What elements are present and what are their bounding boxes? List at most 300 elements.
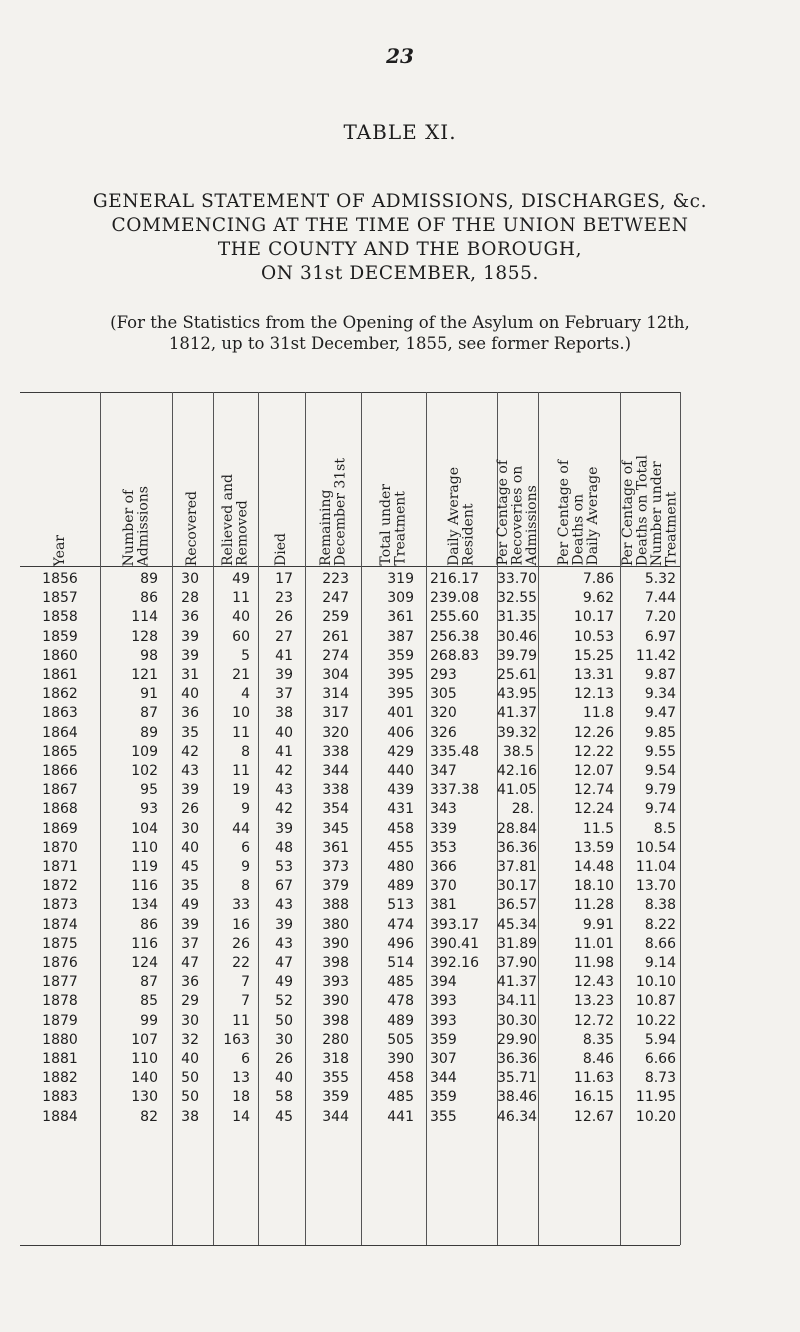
table-row: [0, 781, 800, 800]
table-cell-recoveries-pct: 30.46: [497, 628, 538, 645]
table-cell-recoveries-pct: 41.05: [497, 782, 538, 799]
table-cell-remaining: 338: [322, 743, 349, 760]
column-header-remaining: [305, 392, 361, 566]
table-cell-total-treatment: 489: [387, 1012, 414, 1029]
table-cell-admissions: 116: [131, 935, 158, 952]
table-cell-deaths-daily-pct: 10.17: [573, 609, 614, 626]
table-cell-year: 1865: [42, 743, 78, 760]
table-cell-relieved-removed: 10: [232, 705, 250, 722]
table-cell-recovered: 43: [181, 763, 199, 779]
table-cell-recovered: 35: [181, 878, 199, 895]
table-cell-deaths-total-pct: 9.14: [644, 955, 676, 971]
table-cell-admissions: 124: [131, 955, 158, 971]
table-cell-deaths-total-pct: 5.94: [644, 1031, 676, 1048]
table-cell-died: 30: [275, 1031, 293, 1048]
table-cell-died: 67: [275, 878, 293, 895]
table-cell-recoveries-pct: 39.79: [497, 647, 538, 664]
column-header-label: Per Centage of Deaths on Daily Average: [556, 460, 602, 566]
table-cell-recoveries-pct: 41.37: [497, 705, 538, 722]
table-cell-admissions: 98: [140, 647, 158, 664]
table-cell-relieved-removed: 7: [241, 974, 250, 991]
table-cell-remaining: 344: [322, 1108, 349, 1125]
table-cell-daily-average: 339: [430, 820, 457, 837]
table-row: [0, 992, 800, 1011]
table-cell-daily-average: 347: [430, 763, 457, 779]
table-cell-daily-average: 343: [430, 801, 457, 818]
column-header-label: Relieved and Removed: [220, 474, 251, 566]
table-cell-deaths-total-pct: 9.55: [644, 743, 676, 760]
table-cell-relieved-removed: 33: [232, 897, 250, 914]
table-cell-year: 1873: [42, 897, 78, 914]
table-cell-recoveries-pct: 37.90: [497, 955, 538, 971]
table-cell-remaining: 361: [322, 839, 349, 856]
table-cell-recovered: 36: [181, 974, 199, 991]
table-cell-total-treatment: 387: [387, 628, 414, 645]
table-cell-recoveries-pct: 36.36: [497, 839, 538, 856]
table-cell-year: 1862: [42, 686, 78, 703]
table-cell-admissions: 82: [140, 1108, 158, 1125]
table-cell-total-treatment: 485: [387, 1089, 414, 1106]
table-cell-daily-average: 335.48: [430, 743, 479, 760]
table-cell-recoveries-pct: 43.95: [497, 686, 538, 703]
table-cell-total-treatment: 406: [387, 724, 414, 741]
table-cell-daily-average: 307: [430, 1051, 457, 1067]
table-cell-total-treatment: 505: [387, 1031, 414, 1048]
table-cell-remaining: 390: [322, 935, 349, 952]
table-cell-deaths-total-pct: 8.73: [644, 1070, 676, 1087]
table-cell-deaths-total-pct: 8.38: [644, 897, 676, 914]
table-cell-recovered: 39: [181, 782, 199, 799]
table-cell-admissions: 128: [131, 628, 158, 645]
table-cell-died: 39: [275, 667, 293, 683]
table-cell-deaths-daily-pct: 12.26: [573, 724, 614, 741]
table-row: [0, 628, 800, 647]
table-cell-year: 1863: [42, 705, 78, 722]
table-cell-daily-average: 344: [430, 1070, 457, 1087]
table-cell-died: 37: [275, 686, 293, 703]
table-cell-deaths-daily-pct: 12.24: [573, 801, 614, 818]
table-cell-year: 1877: [42, 974, 78, 991]
statistics-note: [20, 312, 780, 354]
column-header-recoveries-pct: [494, 392, 540, 566]
table-cell-recovered: 39: [181, 647, 199, 664]
table-cell-relieved-removed: 22: [232, 955, 250, 971]
table-cell-year: 1868: [42, 801, 78, 818]
table-cell-recovered: 30: [181, 820, 199, 837]
table-cell-daily-average: 392.16: [430, 955, 479, 971]
table-cell-admissions: 116: [131, 878, 158, 895]
table-row: [0, 820, 800, 839]
table-cell-admissions: 102: [131, 763, 158, 779]
table-cell-admissions: 89: [140, 724, 158, 741]
table-cell-year: 1858: [42, 609, 78, 626]
table-cell-year: 1856: [42, 571, 78, 587]
table-cell-died: 52: [275, 993, 293, 1010]
table-cell-relieved-removed: 44: [232, 820, 250, 837]
table-row: [0, 1012, 800, 1031]
table-cell-total-treatment: 431: [387, 801, 414, 818]
table-cell-daily-average: 326: [430, 724, 457, 741]
table-row: [0, 724, 800, 743]
table-cell-year: 1866: [42, 763, 78, 779]
table-cell-total-treatment: 395: [387, 686, 414, 703]
table-cell-year: 1869: [42, 820, 78, 837]
table-cell-daily-average: 394: [430, 974, 457, 991]
table-cell-total-treatment: 489: [387, 878, 414, 895]
table-cell-remaining: 314: [322, 686, 349, 703]
heading-line: THE COUNTY AND THE BOROUGH,: [217, 239, 583, 260]
table-cell-deaths-daily-pct: 11.01: [573, 935, 614, 952]
table-cell-recoveries-pct: 32.55: [497, 590, 538, 607]
table-cell-remaining: 390: [322, 993, 349, 1010]
table-cell-recovered: 30: [181, 571, 199, 587]
column-header-year: [20, 392, 100, 566]
table-cell-recoveries-pct: 31.89: [497, 935, 538, 952]
table-cell-deaths-daily-pct: 11.8: [582, 705, 614, 722]
table-cell-died: 41: [275, 743, 293, 760]
table-cell-remaining: 393: [322, 974, 349, 991]
table-cell-deaths-total-pct: 10.54: [635, 839, 676, 856]
table-cell-total-treatment: 485: [387, 974, 414, 991]
table-cell-year: 1860: [42, 647, 78, 664]
table-cell-admissions: 110: [131, 1051, 158, 1067]
table-cell-recoveries-pct: 42.16: [497, 763, 538, 779]
column-header-total-treatment: [361, 392, 426, 566]
table-row: [0, 935, 800, 954]
table-cell-year: 1878: [42, 993, 78, 1010]
table-cell-relieved-removed: 11: [232, 1012, 250, 1029]
table-cell-total-treatment: 474: [387, 916, 414, 933]
table-cell-deaths-daily-pct: 14.48: [573, 859, 614, 875]
table-cell-remaining: 320: [322, 724, 349, 741]
table-cell-recovered: 32: [181, 1031, 199, 1048]
column-header-label: Remaining December 31st: [317, 458, 348, 566]
table-cell-recovered: 47: [181, 955, 199, 971]
table-cell-total-treatment: 478: [387, 993, 414, 1010]
table-row: [0, 704, 800, 723]
table-row: [0, 1031, 800, 1050]
table-cell-daily-average: 355: [430, 1108, 457, 1125]
table-cell-total-treatment: 496: [387, 935, 414, 952]
table-cell-admissions: 95: [140, 782, 158, 799]
heading-line: GENERAL STATEMENT OF ADMISSIONS, DISCHARGES, &c.: [92, 191, 708, 212]
table-cell-remaining: 359: [322, 1089, 349, 1106]
table-cell-daily-average: 381: [430, 897, 457, 914]
table-row: [0, 1088, 800, 1107]
table-cell-deaths-daily-pct: 18.10: [573, 878, 614, 895]
table-cell-admissions: 134: [131, 897, 158, 914]
table-cell-deaths-daily-pct: 9.62: [582, 590, 614, 607]
table-row: [0, 666, 800, 685]
table-cell-daily-average: 366: [430, 859, 457, 875]
table-cell-died: 43: [275, 935, 293, 952]
table-cell-year: 1864: [42, 724, 78, 741]
table-cell-died: 26: [275, 609, 293, 626]
table-cell-recovered: 40: [181, 839, 199, 856]
table-cell-recovered: 28: [181, 590, 199, 607]
table-row: [0, 896, 800, 915]
table-cell-remaining: 259: [322, 609, 349, 626]
table-cell-relieved-removed: 6: [241, 839, 250, 856]
table-cell-deaths-daily-pct: 12.72: [573, 1012, 614, 1029]
table-cell-deaths-total-pct: 9.34: [644, 686, 676, 703]
table-cell-total-treatment: 441: [387, 1108, 414, 1125]
table-cell-total-treatment: 458: [387, 820, 414, 837]
table-cell-relieved-removed: 11: [232, 590, 250, 607]
table-cell-admissions: 130: [131, 1089, 158, 1106]
table-cell-recoveries-pct: 30.30: [497, 1012, 538, 1029]
table-cell-daily-average: 390.41: [430, 935, 479, 952]
table-cell-recovered: 36: [181, 609, 199, 626]
table-cell-remaining: 354: [322, 801, 349, 818]
table-cell-relieved-removed: 14: [232, 1108, 250, 1125]
table-cell-year: 1870: [42, 839, 78, 856]
table-cell-remaining: 261: [322, 628, 349, 645]
table-cell-recoveries-pct: 41.37: [497, 974, 538, 991]
table-cell-recoveries-pct: 39.32: [497, 724, 538, 741]
table-cell-deaths-total-pct: 9.47: [644, 705, 676, 722]
table-cell-remaining: 304: [322, 667, 349, 683]
table-cell-recoveries-pct: 35.71: [497, 1070, 538, 1087]
table-cell-daily-average: 393: [430, 993, 457, 1010]
table-cell-total-treatment: 480: [387, 859, 414, 875]
table-cell-year: 1879: [42, 1012, 78, 1029]
note-line: 1812, up to 31st December, 1855, see former Reports.): [168, 334, 632, 353]
table-cell-recovered: 50: [181, 1089, 199, 1106]
table-cell-daily-average: 393.17: [430, 916, 479, 933]
table-cell-recovered: 26: [181, 801, 199, 818]
table-cell-remaining: 398: [322, 1012, 349, 1029]
table-cell-deaths-daily-pct: 13.59: [573, 839, 614, 856]
table-cell-daily-average: 255.60: [430, 609, 479, 626]
table-title: TABLE XI.: [343, 120, 457, 144]
table-cell-year: 1884: [42, 1108, 78, 1125]
table-cell-deaths-total-pct: 11.04: [635, 859, 676, 875]
table-cell-recoveries-pct: 36.57: [497, 897, 538, 914]
table-cell-admissions: 119: [131, 859, 158, 875]
table-cell-year: 1881: [42, 1051, 78, 1067]
table-cell-deaths-total-pct: 6.66: [644, 1051, 676, 1067]
table-cell-deaths-daily-pct: 13.31: [573, 667, 614, 683]
table-cell-deaths-total-pct: 5.32: [644, 571, 676, 587]
table-cell-daily-average: 353: [430, 839, 457, 856]
table-cell-remaining: 247: [322, 590, 349, 607]
table-cell-total-treatment: 455: [387, 839, 414, 856]
column-header-label: Daily Average Resident: [446, 467, 477, 566]
table-cell-recovered: 40: [181, 686, 199, 703]
table-cell-deaths-daily-pct: 8.35: [582, 1031, 614, 1048]
heading-line: COMMENCING AT THE TIME OF THE UNION BETWEEN: [111, 215, 689, 236]
table-cell-relieved-removed: 21: [232, 667, 250, 683]
column-header-died: [258, 392, 305, 566]
table-cell-relieved-removed: 11: [232, 763, 250, 779]
table-cell-died: 43: [275, 782, 293, 799]
table-row: [0, 647, 800, 666]
table-cell-remaining: 338: [322, 782, 349, 799]
table-cell-deaths-total-pct: 7.20: [644, 609, 676, 626]
table-cell-deaths-total-pct: 10.22: [635, 1012, 676, 1029]
table-cell-remaining: 223: [322, 571, 349, 587]
table-cell-recoveries-pct: 37.81: [497, 859, 538, 875]
table-cell-year: 1872: [42, 878, 78, 895]
table-cell-relieved-removed: 4: [241, 686, 250, 703]
table-row: [0, 762, 800, 781]
table-cell-deaths-daily-pct: 12.43: [573, 974, 614, 991]
table-cell-died: 42: [275, 801, 293, 818]
table-cell-deaths-total-pct: 11.95: [635, 1089, 676, 1106]
table-cell-daily-average: 305: [430, 686, 457, 703]
table-cell-relieved-removed: 163: [223, 1031, 250, 1048]
table-cell-died: 45: [275, 1108, 293, 1125]
table-cell-deaths-daily-pct: 11.98: [573, 955, 614, 971]
table-cell-deaths-total-pct: 9.87: [644, 667, 676, 683]
table-cell-total-treatment: 401: [387, 705, 414, 722]
table-cell-relieved-removed: 8: [241, 878, 250, 895]
table-cell-deaths-total-pct: 9.85: [644, 724, 676, 741]
table-cell-died: 49: [275, 974, 293, 991]
table-cell-admissions: 86: [140, 916, 158, 933]
table-cell-year: 1874: [42, 916, 78, 933]
table-cell-relieved-removed: 5: [241, 647, 250, 664]
table-cell-daily-average: 320: [430, 705, 457, 722]
table-cell-remaining: 345: [322, 820, 349, 837]
table-cell-died: 17: [275, 571, 293, 587]
table-cell-remaining: 379: [322, 878, 349, 895]
table-cell-recovered: 39: [181, 628, 199, 645]
column-header-label: Number of Admissions: [120, 485, 151, 566]
table-cell-admissions: 140: [131, 1070, 158, 1087]
table-row: [0, 1108, 800, 1127]
page-number: 23: [386, 44, 414, 68]
table-cell-recovered: 50: [181, 1070, 199, 1087]
table-cell-daily-average: 393: [430, 1012, 457, 1029]
table-cell-year: 1857: [42, 590, 78, 607]
table-cell-daily-average: 337.38: [430, 782, 479, 799]
table-cell-recoveries-pct: 38.5: [502, 743, 534, 760]
table-cell-total-treatment: 440: [387, 763, 414, 779]
table-cell-deaths-total-pct: 8.22: [644, 916, 676, 933]
table-cell-admissions: 104: [131, 820, 158, 837]
table-cell-relieved-removed: 16: [232, 916, 250, 933]
table-cell-daily-average: 239.08: [430, 590, 479, 607]
note-line: (For the Statistics from the Opening of the Asylum on February 12th,: [110, 313, 690, 332]
table-cell-deaths-daily-pct: 12.74: [573, 782, 614, 799]
table-cell-admissions: 110: [131, 839, 158, 856]
table-cell-deaths-daily-pct: 12.07: [573, 763, 614, 779]
table-cell-deaths-daily-pct: 12.13: [573, 686, 614, 703]
table-cell-deaths-daily-pct: 16.15: [573, 1089, 614, 1106]
table-cell-recoveries-pct: 29.90: [497, 1031, 538, 1048]
column-header-label: Per Centage of Recoveries on Admissions: [494, 460, 540, 566]
table-cell-admissions: 107: [131, 1031, 158, 1048]
table-cell-remaining: 398: [322, 955, 349, 971]
table-cell-recovered: 35: [181, 724, 199, 741]
column-header-label: Per Centage of Deaths on Total Number under Treatment: [620, 454, 680, 566]
table-cell-relieved-removed: 8: [241, 743, 250, 760]
table-cell-recovered: 37: [181, 935, 199, 952]
table-cell-deaths-total-pct: 13.70: [635, 878, 676, 895]
table-row: [0, 916, 800, 935]
table-cell-recoveries-pct: 28.: [511, 801, 534, 818]
table-cell-deaths-daily-pct: 13.23: [573, 993, 614, 1010]
table-cell-remaining: 388: [322, 897, 349, 914]
table-row: [0, 1069, 800, 1088]
table-cell-remaining: 373: [322, 859, 349, 875]
table-cell-recovered: 29: [181, 993, 199, 1010]
table-cell-total-treatment: 514: [387, 955, 414, 971]
table-cell-recoveries-pct: 31.35: [497, 609, 538, 626]
table-cell-remaining: 280: [322, 1031, 349, 1048]
table-cell-deaths-daily-pct: 15.25: [573, 647, 614, 664]
table-row: [0, 954, 800, 973]
table-cell-recoveries-pct: 38.46: [497, 1089, 538, 1106]
column-header-deaths-daily-pct: [538, 392, 620, 566]
table-cell-deaths-daily-pct: 12.22: [573, 743, 614, 760]
table-cell-deaths-daily-pct: 8.46: [582, 1051, 614, 1067]
table-cell-relieved-removed: 40: [232, 609, 250, 626]
table-cell-daily-average: 256.38: [430, 628, 479, 645]
table-cell-admissions: 99: [140, 1012, 158, 1029]
table-cell-recovered: 31: [181, 667, 199, 683]
table-cell-admissions: 93: [140, 801, 158, 818]
table-bottom-rule: [20, 1245, 680, 1246]
table-heading: [20, 190, 780, 286]
column-header-deaths-total-pct: [620, 392, 680, 566]
table-cell-died: 58: [275, 1089, 293, 1106]
table-cell-total-treatment: 458: [387, 1070, 414, 1087]
table-cell-recovered: 45: [181, 859, 199, 875]
table-cell-deaths-daily-pct: 9.91: [582, 916, 614, 933]
table-cell-died: 39: [275, 820, 293, 837]
table-cell-year: 1861: [42, 667, 78, 683]
table-cell-recovered: 30: [181, 1012, 199, 1029]
table-cell-deaths-daily-pct: 10.53: [573, 628, 614, 645]
table-cell-year: 1875: [42, 935, 78, 952]
table-cell-recoveries-pct: 25.61: [497, 667, 538, 683]
table-cell-admissions: 109: [131, 743, 158, 760]
column-header-relieved-removed: [213, 392, 258, 566]
table-cell-died: 53: [275, 859, 293, 875]
table-cell-admissions: 85: [140, 993, 158, 1010]
table-cell-remaining: 344: [322, 763, 349, 779]
column-header-label: Year: [51, 534, 68, 566]
table-cell-daily-average: 216.17: [430, 571, 479, 587]
table-cell-relieved-removed: 13: [232, 1070, 250, 1087]
table-row: [0, 858, 800, 877]
table-cell-year: 1871: [42, 859, 78, 875]
table-cell-died: 40: [275, 1070, 293, 1087]
table-cell-died: 38: [275, 705, 293, 722]
table-cell-total-treatment: 513: [387, 897, 414, 914]
table-cell-recovered: 36: [181, 705, 199, 722]
table-cell-year: 1883: [42, 1089, 78, 1106]
table-cell-relieved-removed: 19: [232, 782, 250, 799]
table-cell-deaths-daily-pct: 11.28: [573, 897, 614, 914]
table-cell-year: 1876: [42, 955, 78, 971]
table-cell-recoveries-pct: 45.34: [497, 916, 538, 933]
table-cell-deaths-total-pct: 10.10: [635, 974, 676, 991]
table-cell-died: 23: [275, 590, 293, 607]
table-cell-daily-average: 359: [430, 1031, 457, 1048]
table-cell-recoveries-pct: 34.11: [497, 993, 538, 1010]
table-cell-daily-average: 293: [430, 667, 457, 683]
table-cell-deaths-total-pct: 11.42: [635, 647, 676, 664]
table-cell-died: 48: [275, 839, 293, 856]
table-cell-admissions: 87: [140, 705, 158, 722]
table-cell-deaths-daily-pct: 12.67: [573, 1108, 614, 1125]
table-cell-deaths-daily-pct: 11.63: [573, 1070, 614, 1087]
table-cell-relieved-removed: 9: [241, 859, 250, 875]
